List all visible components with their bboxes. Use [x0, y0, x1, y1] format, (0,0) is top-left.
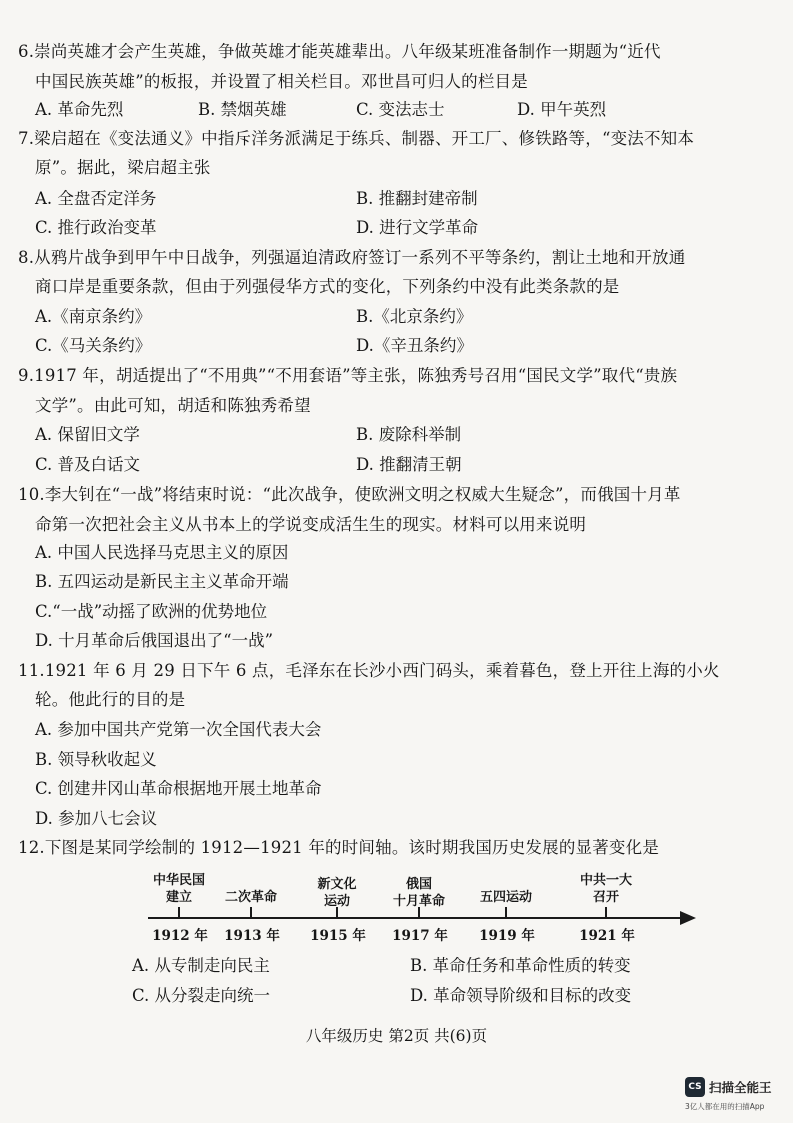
timeline-year-label: 1917 年: [392, 928, 448, 944]
question-6-option-c: C. 变法志士: [356, 100, 445, 119]
question-6-option-a: A. 革命先烈: [35, 100, 124, 119]
question-12-option-a: A. 从专制走向民主: [132, 956, 270, 975]
question-12-line-1: 12.下图是某同学绘制的 1912—1921 年的时间轴。该时期我国历史发展的显著变化是: [18, 838, 660, 857]
timeline-tick: [605, 907, 607, 919]
question-6-line-1: 6.崇尚英雄才会产生英雄，争做英雄才能英雄辈出。八年级某班准备制作一期题为“近代: [18, 42, 661, 61]
timeline-event-label: 中华民国: [152, 873, 205, 888]
question-10-line-2: 命第一次把社会主义从书本上的学说变成活生生的现实。材料可以用来说明: [35, 515, 587, 534]
question-8-option-a: A.《南京条约》: [35, 307, 152, 326]
scanner-watermark: [685, 1077, 785, 1117]
timeline-year-label: 1921 年: [579, 928, 635, 944]
timeline-event-label: 俄国: [405, 877, 432, 892]
question-8-line-2: 商口岸是重要条款，但由于列强侵华方式的变化，下列条约中没有此类条款的是: [35, 277, 620, 296]
question-12-option-d: D. 革命领导阶级和目标的改变: [410, 986, 632, 1005]
timeline-tick: [250, 907, 252, 919]
question-11-option-c: C. 创建井冈山革命根据地开展土地革命: [35, 779, 322, 798]
question-10-option-a: A. 中国人民选择马克思主义的原因: [35, 543, 289, 562]
question-9-option-d: D. 推翻清王朝: [356, 455, 462, 474]
question-8-option-d: D.《辛丑条约》: [356, 336, 473, 355]
question-8-line-1: 8.从鸦片战争到甲午中日战争，列强逼迫清政府签订一系列不平等条约，割让土地和开放通: [18, 248, 686, 267]
question-12-option-b: B. 革命任务和革命性质的转变: [410, 956, 631, 975]
watermark-tagline: 3亿人都在用的扫描App: [685, 1102, 765, 1111]
timeline-event-1915: [297, 876, 377, 910]
question-11-line-2: 轮。他此行的目的是: [35, 690, 186, 709]
timeline-year-label: 1912 年: [152, 928, 208, 944]
timeline-event-1912: [139, 872, 219, 906]
timeline-tick: [505, 907, 507, 919]
timeline-event-label: 建立: [165, 890, 192, 905]
question-8-option-b: B.《北京条约》: [356, 307, 473, 326]
timeline-event-label: 中共一大: [579, 873, 632, 888]
question-7-option-d: D. 进行文学革命: [356, 218, 479, 237]
question-9-option-a: A. 保留旧文学: [35, 425, 140, 444]
camscanner-logo-icon: CS: [685, 1077, 705, 1097]
question-9-line-1: 9.1917 年，胡适提出了“不用典”“不用套语”等主张，陈独秀号召用“国民文学”取代“贵族: [18, 366, 678, 385]
page-footer: 八年级历史 第2页 共(6)页: [305, 1027, 488, 1045]
timeline-event-label: 召开: [592, 890, 619, 905]
timeline-event-label: 新文化: [317, 877, 357, 892]
timeline-event-label: 运动: [323, 894, 350, 909]
question-6-line-2: 中国民族英雄”的板报，并设置了相关栏目。邓世昌可归人的栏目是: [35, 72, 528, 91]
question-11-option-d: D. 参加八七会议: [35, 809, 158, 828]
question-11-option-b: B. 领导秋收起义: [35, 750, 157, 769]
timeline-year-label: 1913 年: [224, 928, 280, 944]
timeline-year-label: 1915 年: [310, 928, 366, 944]
question-12-option-c: C. 从分裂走向统一: [132, 986, 271, 1005]
timeline-event-1917: [379, 876, 459, 910]
timeline-event-1921: [566, 872, 646, 906]
question-10-option-d: D. 十月革命后俄国退出了“一战”: [35, 631, 274, 650]
question-10-option-b: B. 五四运动是新民主主义革命开端: [35, 572, 289, 591]
question-7-option-a: A. 全盘否定洋务: [35, 189, 157, 208]
question-10-line-1: 10.李大钊在“一战”将结束时说：“此次战争，使欧洲文明之权威大生疑念”，而俄国十月革: [18, 485, 681, 504]
question-11-option-a: A. 参加中国共产党第一次全国代表大会: [35, 720, 322, 739]
timeline-event-label: 五四运动: [479, 890, 532, 905]
question-9-line-2: 文学”。由此可知，胡适和陈独秀希望: [35, 396, 311, 415]
question-9-option-c: C. 普及白话文: [35, 455, 141, 474]
question-6-option-d: D. 甲午英烈: [517, 100, 607, 119]
question-10-option-c: C.“一战”动摇了欧洲的优势地位: [35, 602, 268, 621]
question-8-option-c: C.《马关条约》: [35, 336, 152, 355]
timeline-year-label: 1919 年: [479, 928, 535, 944]
question-6-option-b: B. 禁烟英雄: [198, 100, 287, 119]
question-11-line-1: 11.1921 年 6 月 29 日下午 6 点，毛泽东在长沙小西门码头，乘着暮色，登上开往上海的小火: [18, 661, 720, 680]
timeline-event-label: 二次革命: [224, 890, 277, 905]
timeline-event-1919: [466, 889, 546, 906]
question-7-line-1: 7.梁启超在《变法通义》中指斥洋务派满足于练兵、制器、开工厂、修铁路等，“变法不知本: [18, 129, 695, 148]
timeline-arrowhead: [680, 911, 696, 925]
timeline-event-label: 十月革命: [392, 894, 445, 909]
question-9-option-b: B. 废除科举制: [356, 425, 462, 444]
timeline-tick: [178, 907, 180, 919]
question-7-line-2: 原”。据此，梁启超主张: [35, 158, 211, 177]
watermark-app-name: 扫描全能王: [709, 1080, 772, 1095]
question-7-option-c: C. 推行政治变革: [35, 218, 157, 237]
question-7-option-b: B. 推翻封建帝制: [356, 189, 478, 208]
timeline-axis: [148, 917, 683, 919]
timeline-event-1913: [211, 889, 291, 906]
